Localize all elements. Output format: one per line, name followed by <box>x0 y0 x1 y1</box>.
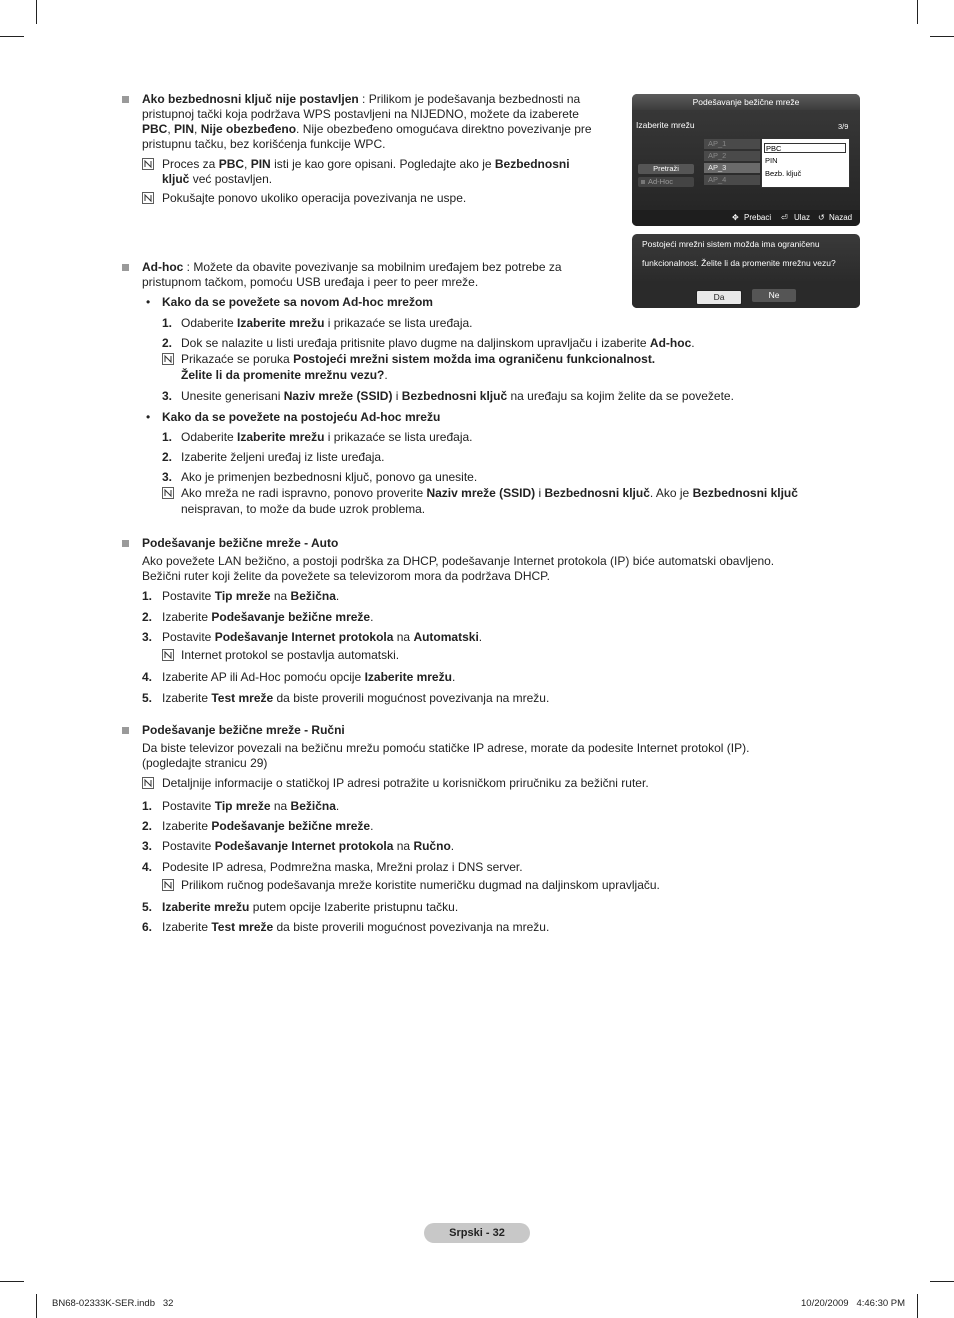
step-number: 2. <box>162 336 173 350</box>
note-icon <box>162 879 174 891</box>
adhoc-button[interactable] <box>638 177 694 187</box>
step-number: 4. <box>142 860 153 874</box>
tv-screen-confirm <box>632 234 860 308</box>
bullet: • <box>146 295 151 309</box>
enter-icon: ⏎ <box>781 213 788 222</box>
step-number: 4. <box>142 670 153 684</box>
note-icon <box>142 192 154 204</box>
tv-screen-title: Podešavanje bežične mreže <box>632 94 860 110</box>
section-bullet <box>122 540 129 547</box>
step-number: 1. <box>162 430 173 444</box>
crop-mark <box>930 1281 954 1282</box>
crop-mark <box>930 36 954 37</box>
step-number: 2. <box>142 610 153 624</box>
crop-mark <box>36 0 37 24</box>
ap-item[interactable]: AP_2 <box>704 151 760 161</box>
select-network-label: Izaberite mrežu <box>636 120 695 130</box>
step-number: 1. <box>142 799 153 813</box>
security-popup <box>761 138 850 188</box>
page-count: 3/9 <box>838 122 849 131</box>
step-number: 3. <box>162 389 173 403</box>
nav-move-label: Prebaci <box>744 213 772 222</box>
nav-back-label: Nazad <box>829 213 853 222</box>
section-bullet <box>122 727 129 734</box>
confirm-button-bar <box>632 282 860 308</box>
step-number: 1. <box>162 316 173 330</box>
adhoc-label: Ad-Hoc <box>648 177 674 186</box>
step-number: 5. <box>142 691 153 705</box>
yes-button[interactable]: Da <box>696 290 742 305</box>
crop-mark <box>0 36 24 37</box>
note-icon <box>142 777 154 789</box>
popup-item-pbc[interactable]: PBC <box>764 143 846 153</box>
popup-item-pin[interactable]: PIN <box>765 156 778 165</box>
section-bullet <box>122 264 129 271</box>
popup-item-security-key[interactable]: Bezb. ključ <box>765 169 802 178</box>
note-icon <box>162 487 174 499</box>
step-number: 3. <box>162 470 173 484</box>
crop-mark <box>36 1294 37 1318</box>
ap-item[interactable]: AP_4 <box>704 175 760 185</box>
tv-nav-bar <box>632 210 860 226</box>
step-number: 6. <box>142 920 153 934</box>
page-number-badge: Srpski - 32 <box>424 1223 530 1243</box>
note-icon <box>142 158 154 170</box>
step-number: 2. <box>162 450 173 464</box>
back-icon: ↺ <box>818 213 825 222</box>
section-bullet <box>122 96 129 103</box>
crop-mark <box>917 1294 918 1318</box>
footer-datetime: 10/20/2009 4:46:30 PM <box>801 1298 906 1309</box>
step-number: 3. <box>142 630 153 644</box>
search-button[interactable]: Pretraži <box>638 164 694 174</box>
confirm-line2: funkcionalnost. Želite li da promenite mrežnu vezu? <box>642 258 836 268</box>
footer-file: BN68-02333K-SER.indb 32 <box>52 1298 174 1309</box>
step-number: 3. <box>142 839 153 853</box>
move-icon: ✥ <box>732 213 739 222</box>
note-icon <box>162 649 174 661</box>
bullet: • <box>146 410 151 424</box>
note-icon <box>162 353 174 365</box>
no-button[interactable]: Ne <box>752 289 796 302</box>
step-number: 5. <box>142 900 153 914</box>
adhoc-icon <box>641 180 645 184</box>
ap-item[interactable]: AP_1 <box>704 139 760 149</box>
confirm-line1: Postojeći mrežni sistem možda ima ograničenu <box>642 239 820 249</box>
crop-mark <box>0 1281 24 1282</box>
crop-mark <box>917 0 918 24</box>
tv-screen-network-select <box>632 94 860 226</box>
step-number: 2. <box>142 819 153 833</box>
step-number: 1. <box>142 589 153 603</box>
ap-item[interactable]: AP_3 <box>704 163 760 173</box>
nav-enter-label: Ulaz <box>794 213 811 222</box>
